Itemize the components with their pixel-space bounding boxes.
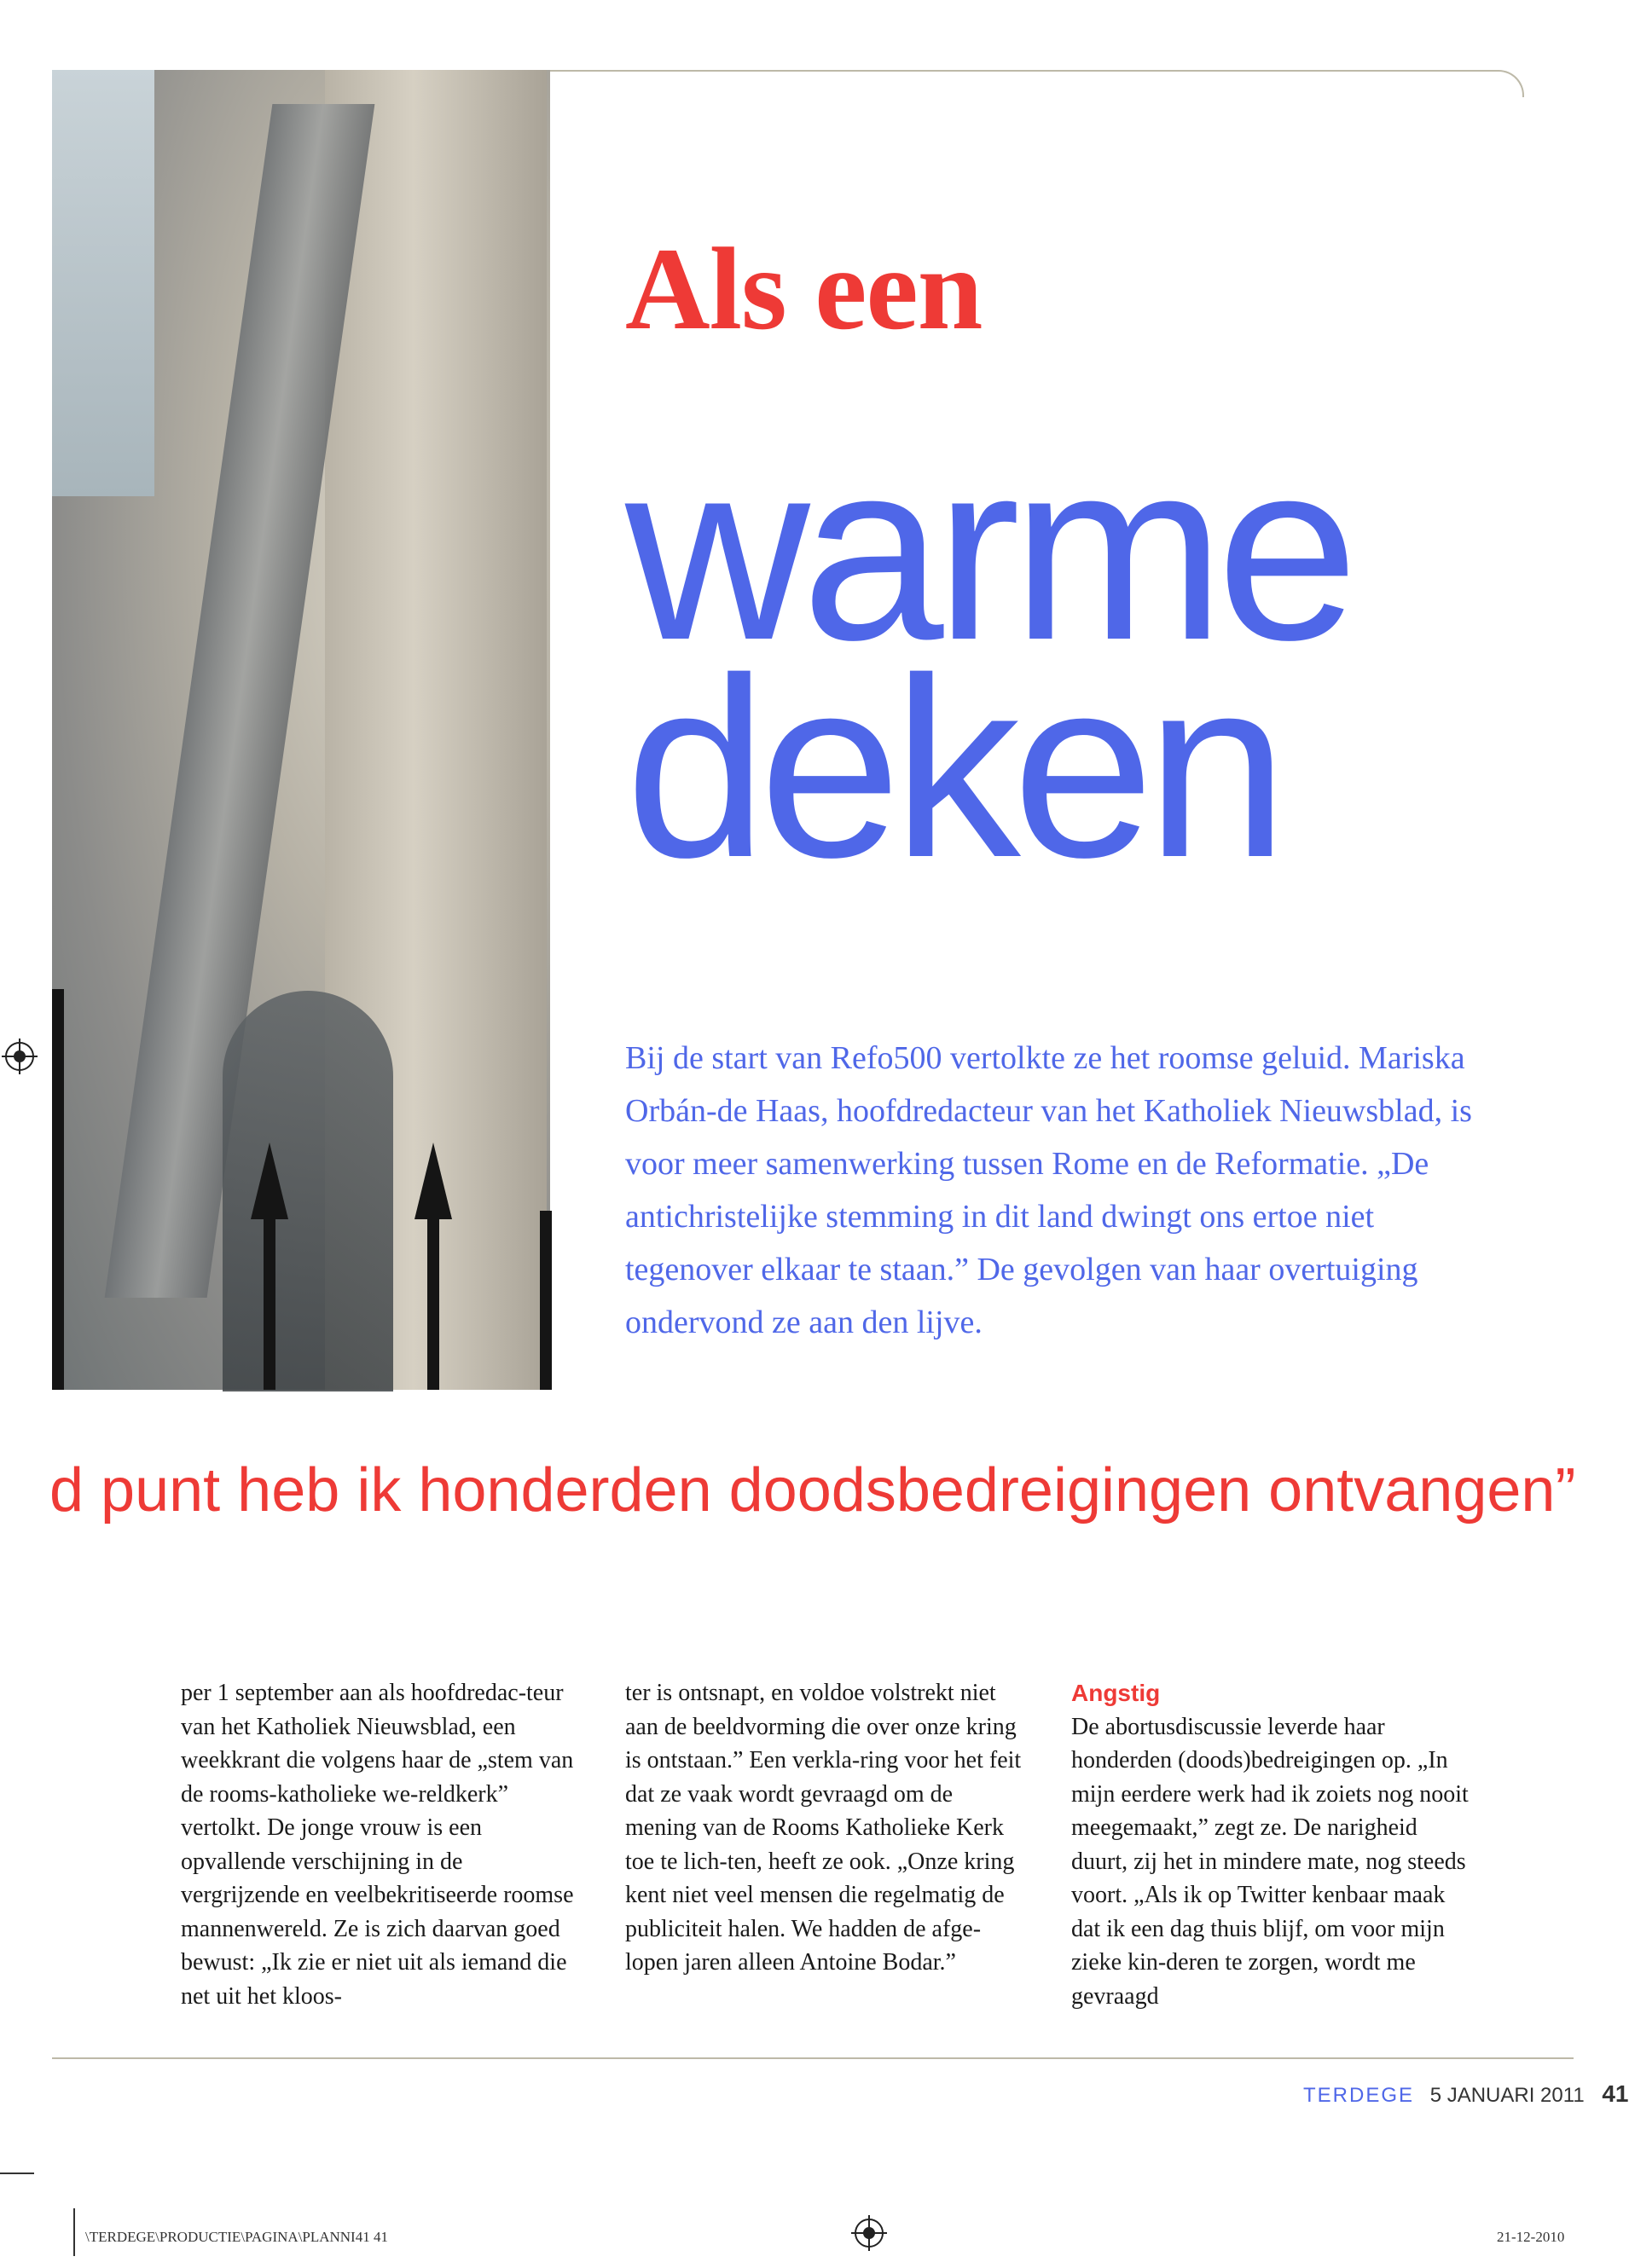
- page-number: 41: [1602, 2080, 1629, 2107]
- fence-post: [264, 1211, 275, 1390]
- fence-tip: [414, 1143, 452, 1219]
- page-title-line3: deken: [625, 624, 1280, 911]
- issue-date: 5 JANUARI 2011: [1429, 2084, 1585, 2107]
- page-frame-top: [550, 70, 1524, 97]
- fence-post: [427, 1211, 439, 1390]
- body-text: ter is ontsnapt, en voldoe volstrekt niet aan de beeldvorming die over onze kring is ontstaan.” Een verkla-ring voor het feit dat ze vaak wordt gevraagd om de mening van de Rooms Katholieke Kerk toe te lich-ten, heeft ze ook. „Onze kring kent niet veel mensen die regelmatig de publiciteit halen. We hadden de afge-lopen jaren alleen Antoine Bodar.”: [625, 1680, 1022, 1976]
- body-column-2: [625, 1676, 1026, 1980]
- intro-paragraph: Bij de start van Refo500 vertolkte ze het roomse geluid. Mariska Orbán-de Haas, hoofdredacteur van het Katholiek Nieuwsblad, is voor meer samenwerking tussen Rome en de Reformatie. „De antichristelijke stemming in dit land dwingt ons ertoe niet tegenover elkaar te staan.” De gevolgen van haar overtuiging ondervond ze aan den lijve.: [625, 1040, 1472, 1340]
- page-title-line2: warme: [625, 407, 1351, 693]
- photo-fence: [52, 1134, 550, 1390]
- pull-quote: d punt heb ik honderden doodsbedreigingen ontvangen”: [49, 1456, 1576, 1525]
- fence-tip: [251, 1143, 288, 1219]
- photo-sky: [52, 70, 154, 496]
- crop-mark: [73, 2208, 75, 2256]
- body-column-3: [1071, 1676, 1472, 2013]
- page-frame-bottom: [52, 2057, 1574, 2059]
- fence-post: [540, 1211, 552, 1390]
- magazine-name: TERDEGE: [1303, 2084, 1415, 2107]
- print-slug-date: 21-12-2010: [1497, 2229, 1565, 2245]
- page-title-line1: Als een: [625, 223, 983, 354]
- cathedral-photo: [52, 70, 550, 1390]
- print-slug-path: \TERDEGE\PRODUCTIE\PAGINA\PLANNI41 41: [85, 2229, 388, 2245]
- fence-post: [52, 989, 64, 1390]
- registration-mark-icon: [855, 2219, 884, 2248]
- page-footer: [1303, 2080, 1629, 2108]
- section-subhead: Angstig: [1071, 1680, 1161, 1706]
- body-column-1: [181, 1676, 582, 2013]
- body-text: De abortusdiscussie leverde haar honderden (doods)bedreigingen op. „In mijn eerdere werk had ik zoiets nog nooit meegemaakt,” zegt ze. De narigheid duurt, zij het in mindere mate, nog steeds voort. „Als ik op Twitter kenbaar maak dat ik een dag thuis blijf, om voor mijn zieke kin-deren te zorgen, wordt me gevraagd: [1071, 1713, 1469, 2010]
- body-text: per 1 september aan als hoofdredac-teur van het Katholiek Nieuwsblad, een weekkrant die volgens haar de „stem van de rooms-katholieke we-reldkerk” vertolkt. De jonge vrouw is een opvallende verschijning in de vergrijzende en veelbekritiseerde roomse mannenwereld. Ze is zich daarvan goed bewust: „Ik zie er niet uit als iemand die net uit het kloos-: [181, 1680, 574, 2010]
- registration-mark-icon: [5, 1042, 34, 1071]
- crop-mark: [0, 2173, 34, 2174]
